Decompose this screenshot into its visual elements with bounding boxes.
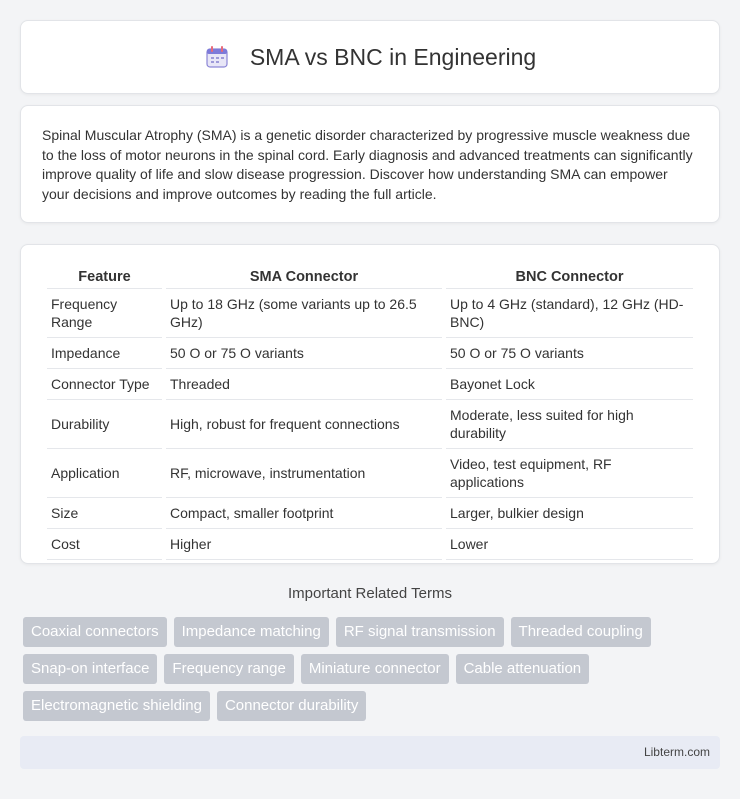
bnc-cell: Up to 4 GHz (standard), 12 GHz (HD-BNC) [446,289,693,338]
bnc-cell: Moderate, less suited for high durability [446,400,693,449]
related-term-tag[interactable]: Electromagnetic shielding [23,691,210,721]
related-term-tag[interactable]: Coaxial connectors [23,617,167,647]
table-row [47,529,693,560]
related-term-tag[interactable]: Cable attenuation [456,654,590,684]
sma-cell: Threaded [166,369,442,400]
feature-cell: Connector Type [47,369,162,400]
feature-cell: Durability [47,400,162,449]
related-term-tag[interactable]: Snap-on interface [23,654,157,684]
table-header-row [47,265,693,289]
table-row [47,400,693,449]
related-term-tag[interactable]: Miniature connector [301,654,449,684]
column-header: SMA Connector [166,265,442,289]
sma-cell: Higher [166,529,442,560]
sma-cell: High, robust for frequent connections [166,400,442,449]
column-header: BNC Connector [446,265,693,289]
related-term-tag[interactable]: Frequency range [164,654,293,684]
related-term-tag[interactable]: Connector durability [217,691,366,721]
sma-cell: RF, microwave, instrumentation [166,449,442,498]
comparison-table-card [20,244,720,564]
related-terms-list [23,617,723,721]
bnc-cell: Video, test equipment, RF applications [446,449,693,498]
bnc-cell: Lower [446,529,693,560]
intro-text: Spinal Muscular Atrophy (SMA) is a genetic disorder characterized by progressive muscle weakness due to the loss of motor neurons in the spinal cord. Early diagnosis and advanced treatments can significantly improve quality of life and slow disease progression. Discover how understanding SMA can empower your decisions and improve outcomes by reading the full article. [42,127,693,202]
table-row [47,498,693,529]
sma-cell: Compact, smaller footprint [166,498,442,529]
footer [20,736,720,769]
page-title: SMA vs BNC in Engineering [249,43,537,70]
calendar-icon [204,44,230,70]
table-row [47,289,693,338]
related-term-tag[interactable]: Impedance matching [174,617,329,647]
comparison-table [43,265,697,560]
feature-cell: Cost [47,529,162,560]
bnc-cell: Larger, bulkier design [446,498,693,529]
bnc-cell: 50 Ο or 75 Ο variants [446,338,693,369]
related-term-tag[interactable]: RF signal transmission [336,617,504,647]
table-row [47,338,693,369]
sma-cell: 50 Ο or 75 Ο variants [166,338,442,369]
footer-site-link[interactable]: Libterm.com [643,745,710,759]
column-header: Feature [47,265,162,289]
sma-cell: Up to 18 GHz (some variants up to 26.5 GHz) [166,289,442,338]
feature-cell: Application [47,449,162,498]
header-card [20,20,720,94]
feature-cell: Frequency Range [47,289,162,338]
feature-cell: Size [47,498,162,529]
bnc-cell: Bayonet Lock [446,369,693,400]
feature-cell: Impedance [47,338,162,369]
table-row [47,369,693,400]
intro-card [20,105,720,223]
related-term-tag[interactable]: Threaded coupling [511,617,651,647]
table-row [47,449,693,498]
related-terms-title: Important Related Terms [288,585,452,602]
